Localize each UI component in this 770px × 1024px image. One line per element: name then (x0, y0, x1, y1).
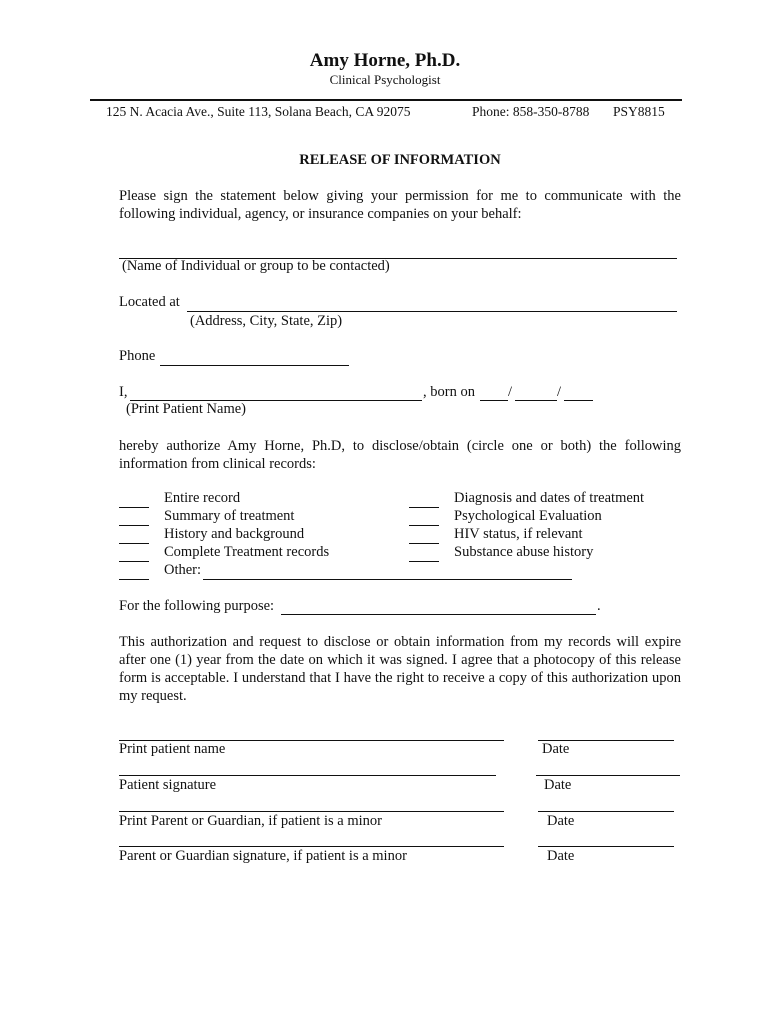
address-line[interactable] (187, 311, 677, 312)
guardian-signature-line[interactable] (119, 846, 504, 847)
birth-day-line[interactable] (515, 400, 557, 401)
option-hiv-status: HIV status, if relevant (454, 526, 583, 542)
check-blank[interactable] (119, 561, 149, 562)
check-blank[interactable] (409, 525, 439, 526)
guardian-signature-label: Parent or Guardian signature, if patient is a minor (119, 848, 407, 864)
i-label: I, (119, 384, 128, 400)
license-number: PSY8815 (613, 104, 665, 119)
guardian-name-line[interactable] (119, 811, 504, 812)
office-phone: Phone: 858-350-8788 (472, 104, 590, 119)
expiry-paragraph: This authorization and request to disclose or obtain information from my records will expire after one (1) year from the date on which it was signed. I agree that a photocopy of this release form is acceptable. I understand that I have the right to receive a copy of this authorization upon my request. (119, 634, 681, 704)
patient-signature-line[interactable] (119, 775, 496, 776)
print-patient-name-label: Print patient name (119, 741, 226, 757)
option-history-and-background: History and background (164, 526, 305, 542)
purpose-period: . (597, 598, 601, 614)
date-label: Date (544, 777, 572, 793)
check-blank[interactable] (119, 525, 149, 526)
guardian-name-label: Print Parent or Guardian, if patient is a minor (119, 813, 382, 829)
option-psychological-evaluation: Psychological Evaluation (454, 508, 602, 524)
address-caption: (Address, City, State, Zip) (190, 313, 343, 329)
check-blank[interactable] (119, 507, 149, 508)
born-on-label: , born on (423, 384, 475, 400)
date-label: Date (547, 848, 575, 864)
date-label: Date (547, 813, 575, 829)
form-heading: RELEASE OF INFORMATION (299, 152, 501, 168)
phone-line[interactable] (160, 365, 349, 366)
check-blank[interactable] (409, 543, 439, 544)
date-label: Date (542, 741, 570, 757)
patient-signature-label: Patient signature (119, 777, 217, 793)
check-blank[interactable] (119, 579, 149, 580)
date-line[interactable] (538, 846, 674, 847)
birth-year-line[interactable] (564, 400, 593, 401)
check-blank[interactable] (119, 543, 149, 544)
option-summary-of-treatment: Summary of treatment (164, 508, 295, 524)
header-rule (90, 99, 682, 101)
doctor-name: Amy Horne, Ph.D. (309, 50, 461, 71)
purpose-label: For the following purpose: (119, 598, 275, 614)
phone-label: Phone (119, 348, 156, 364)
check-blank[interactable] (409, 507, 439, 508)
contact-name-caption: (Name of Individual or group to be contacted) (122, 258, 390, 274)
option-complete-treatment-records: Complete Treatment records (164, 544, 330, 560)
authorize-paragraph: hereby authorize Amy Horne, Ph.D, to disclose/obtain (circle one or both) the following information from clinical records: (119, 438, 681, 472)
option-substance-abuse: Substance abuse history (454, 544, 594, 560)
date-slash: / (557, 384, 562, 400)
check-blank[interactable] (409, 561, 439, 562)
office-address: 125 N. Acacia Ave., Suite 113, Solana Beach, CA 92075 (106, 104, 411, 119)
doctor-title: Clinical Psychologist (329, 72, 441, 87)
purpose-line[interactable] (281, 614, 596, 615)
date-slash: / (508, 384, 513, 400)
option-entire-record: Entire record (164, 490, 241, 506)
option-diagnosis: Diagnosis and dates of treatment (454, 490, 645, 506)
date-line[interactable] (538, 811, 674, 812)
print-name-caption: (Print Patient Name) (126, 401, 247, 417)
birth-month-line[interactable] (480, 400, 508, 401)
located-at-label: Located at (119, 294, 180, 310)
intro-paragraph: Please sign the statement below giving your permission for me to communicate with the following individual, agency, or insurance companies on your behalf: (119, 188, 681, 222)
date-line[interactable] (536, 775, 680, 776)
other-line[interactable] (203, 579, 572, 580)
option-other: Other: (164, 562, 202, 578)
